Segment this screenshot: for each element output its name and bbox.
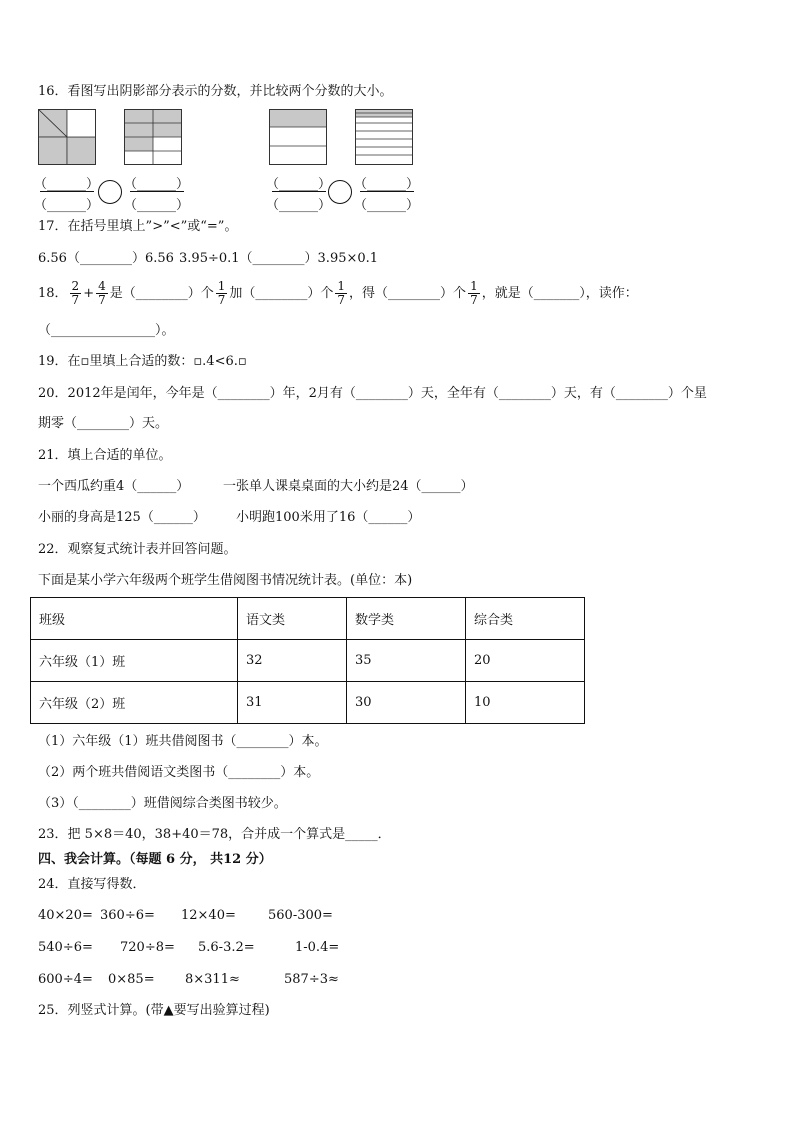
calc-item: 0×85= [108,972,155,987]
section4-title: 四、我会计算。（每题 6 分， 共12 分） [38,852,272,867]
shaded-cell [269,109,327,127]
table-header: 数学类 [347,598,466,640]
fraction-1-7: $\frac{1}{7}$ [470,279,478,307]
q22-title: 22．观察复式统计表并回答问题。 [38,542,237,557]
figure-striped [355,109,413,165]
calc-item: 540÷6= [38,940,93,955]
fraction-blank-4-top[interactable]: （______） [354,177,420,192]
shaded-cell [124,109,153,123]
calc-item: 8×311≈ [185,972,240,987]
compare-circle-2[interactable] [328,180,352,204]
table-cell: 35 [347,640,466,682]
q19-text: 19．在▫里填上合适的数：▫.4<6.▫ [38,354,247,369]
q22-sub3: （3）（________）班借阅综合类图书较少。 [38,796,287,811]
figure-grid-eighths [124,109,182,165]
fraction-1-7: $\frac{1}{7}$ [217,279,226,307]
q21-line1a: 一个西瓜约重4（______） [38,479,190,494]
calc-item: 560-300= [268,908,333,923]
fraction-blank-1-bottom[interactable]: （______） [34,198,100,213]
calc-item: 1-0.4= [295,940,340,955]
q21-title: 21．填上合适的单位。 [38,448,172,463]
table-row [31,682,585,724]
fraction-bar [272,191,326,192]
stats-table [30,597,585,724]
q18-number: 18． [38,286,68,301]
q17-title: 17．在括号里填上”>”<”或“=”。 [38,219,238,234]
figure-thirds [269,109,327,165]
fraction-bar [360,191,414,192]
fraction-bar [130,191,184,192]
table-row [31,640,585,682]
q20-line2: 期零（________）天。 [38,416,169,431]
fraction-blank-2-top[interactable]: （______） [124,177,190,192]
fraction-blank-1-top[interactable]: （______） [34,177,100,192]
shaded-cell [67,137,96,165]
shaded-cell [124,123,153,137]
q21-line2b: 小明跑100米用了16（______） [236,510,421,525]
q22-sub2: （2）两个班共借阅语文类图书（________）本。 [38,765,320,780]
table-header: 语文类 [238,598,347,640]
fraction-bar [40,191,94,192]
table-header: 综合类 [466,598,585,640]
table-header: 班级 [31,598,238,640]
q21-line2a: 小丽的身高是125（______） [38,510,206,525]
calc-item: 600÷4= [38,972,93,987]
calc-item: 360÷6= [100,908,155,923]
shaded-cell [153,109,182,123]
fraction-1-7: $\frac{1}{7}$ [337,279,346,307]
calc-item: 12×40= [181,908,236,923]
q17-line: 6.56（________）6.56 3.95÷0.1（________）3.95×0.1 [38,251,379,266]
table-cell: 31 [238,682,347,724]
calc-item: 587÷3≈ [284,972,339,987]
compare-circle-1[interactable] [98,180,122,204]
table-cell: 32 [238,640,347,682]
q22-caption: 下面是某小学六年级两个班学生借阅图书情况统计表。(单位：本) [38,573,413,588]
calc-item: 720÷8= [120,940,175,955]
calc-item: 40×20= [38,908,93,923]
shaded-cell [124,137,153,151]
q21-line1b: 一张单人课桌桌面的大小约是24（______） [223,479,474,494]
shaded-cell [38,137,67,165]
calc-item: 5.6-3.2= [198,940,255,955]
table-cell: 30 [347,682,466,724]
table-cell: 20 [466,640,585,682]
q16-title: 16．看图写出阴影部分表示的分数，并比较两个分数的大小。 [38,84,393,99]
table-cell: 六年级（2）班 [31,682,238,724]
fraction-blank-3-bottom[interactable]: （______） [266,198,332,213]
table-header-row [31,598,585,640]
q24-title: 24．直接写得数． [38,877,146,892]
q22-sub1: （1）六年级（1）班共借阅图书（________）本。 [38,734,328,749]
fraction-2-7: $\frac{2}{7}$ [71,279,80,307]
q18-line1: 18． $\frac{2}{7}$ + $\frac{4}{7}$ 是（________）个 $\frac{1}{7}$ 加（________）个 $\frac{1}{7}$ ，得（________）个 $\frac{1}{7}$ ，就是（_______），读作： [38,279,638,307]
q18-line2: （________________）。 [38,323,175,338]
fraction-4-7: $\frac{4}{7}$ [98,279,106,307]
table-cell: 六年级（1）班 [31,640,238,682]
shaded-cell [153,123,182,137]
fraction-blank-2-bottom[interactable]: （______） [124,198,190,213]
figure-square-quarters [38,109,96,165]
q20-line1: 20．2012年是闰年，今年是（________）年，2月有（________）天，全年有（________）天，有（________）个星 [38,386,707,401]
fraction-blank-4-bottom[interactable]: （______） [354,198,420,213]
fraction-blank-3-top[interactable]: （______） [266,177,332,192]
table-cell: 10 [466,682,585,724]
q23-text: 23．把 5×8＝40，38+40＝78，合并成一个算式是_____． [38,827,391,842]
q25-title: 25．列竖式计算。(带▲要写出验算过程) [38,1003,270,1018]
